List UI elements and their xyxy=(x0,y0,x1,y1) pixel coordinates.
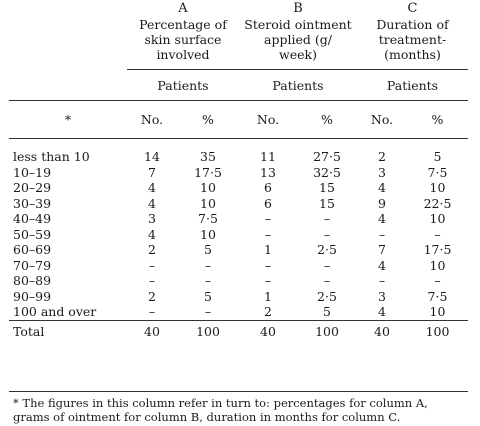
cell-b-pct: – xyxy=(323,226,331,242)
cell-b-no: 6 xyxy=(264,195,272,211)
cell-b-no: – xyxy=(264,226,272,242)
table-row xyxy=(9,242,468,258)
cell-a-no: 2 xyxy=(148,242,156,258)
cell-c-no: – xyxy=(378,273,386,289)
cell-a-pct: – xyxy=(204,257,212,273)
cell-a-no: 3 xyxy=(148,211,156,227)
col-c-letter: C xyxy=(407,1,418,16)
cell-c-pct: 10 xyxy=(429,211,446,227)
cell-b-pct: – xyxy=(323,211,331,227)
total-c-pct: 100 xyxy=(407,320,468,343)
cell-a-no: 14 xyxy=(144,149,160,165)
table-row xyxy=(9,258,468,274)
cell-c-pct: 17·5 xyxy=(423,242,452,258)
cell-a-no: – xyxy=(148,304,156,320)
cell-a-pct: 35 xyxy=(200,149,216,165)
cell-a-pct: – xyxy=(204,273,212,289)
cell-b-no: 6 xyxy=(264,180,272,196)
header-group-row xyxy=(9,70,468,101)
cell-a-pct: 7·5 xyxy=(198,211,218,227)
col-b-title: Steroid ointment applied (g/ week) xyxy=(244,17,352,62)
cell-c-pct: – xyxy=(434,273,441,289)
cell-c-no: 3 xyxy=(378,164,386,180)
cell-c-pct: 10 xyxy=(429,257,446,273)
cell-b-pct: 32·5 xyxy=(313,164,341,180)
row-label: 70–79 xyxy=(13,257,52,273)
table-row xyxy=(9,227,468,243)
cell-b-pct: – xyxy=(323,257,331,273)
total-c-no: 40 xyxy=(357,320,407,343)
table-body xyxy=(9,139,468,321)
cell-c-no: 4 xyxy=(378,257,386,273)
cell-a-pct: 10 xyxy=(200,195,216,211)
total-b-pct: 100 xyxy=(297,320,357,343)
cell-a-no: 4 xyxy=(148,180,156,196)
cell-b-no: – xyxy=(264,211,272,227)
cell-a-no: – xyxy=(148,273,156,289)
table-row xyxy=(9,139,468,165)
row-label: 50–59 xyxy=(13,226,52,242)
table-row xyxy=(9,165,468,181)
footnote-line: grams of ointment for column B, duration in months for column C. xyxy=(13,410,401,424)
cell-c-no: – xyxy=(378,226,386,242)
cell-c-no: 9 xyxy=(378,195,386,211)
row-label: 80–89 xyxy=(13,273,52,289)
cell-c-no: 4 xyxy=(378,211,386,227)
cell-b-no: 1 xyxy=(264,242,272,258)
cell-c-pct: 22·5 xyxy=(423,195,452,211)
cell-a-pct: 17·5 xyxy=(194,164,222,180)
cell-a-no: 7 xyxy=(148,164,156,180)
row-label: 30–39 xyxy=(13,195,52,211)
cell-b-no: 1 xyxy=(264,288,272,304)
col-a-group: Patients xyxy=(127,70,239,101)
cell-a-pct: 10 xyxy=(200,180,216,196)
table-row xyxy=(9,180,468,196)
cell-b-no: – xyxy=(264,273,272,289)
table-row xyxy=(9,196,468,212)
total-label: Total xyxy=(9,320,127,343)
header-letter-row xyxy=(9,0,468,17)
cell-c-no: 2 xyxy=(378,149,386,165)
row-label: 20–29 xyxy=(13,180,52,196)
header-sub-row xyxy=(9,101,468,139)
cell-c-pct: 5 xyxy=(433,149,442,165)
cell-b-no: – xyxy=(264,257,272,273)
col-b-pct-header: % xyxy=(297,101,357,139)
table-row xyxy=(9,211,468,227)
total-a-pct: 100 xyxy=(177,320,239,343)
row-label: 10–19 xyxy=(13,164,52,180)
cell-c-no: 4 xyxy=(378,180,386,196)
footnote xyxy=(9,391,468,424)
cell-b-no: 13 xyxy=(260,164,276,180)
data-table xyxy=(9,0,468,343)
cell-a-pct: 5 xyxy=(204,288,212,304)
cell-b-pct: 5 xyxy=(323,304,331,320)
footnote-line: * The figures in this column refer in turn to: percentages for column A, xyxy=(13,396,428,410)
cell-c-pct: 7·5 xyxy=(427,164,448,180)
col-b-letter: B xyxy=(293,1,303,16)
cell-c-pct: – xyxy=(434,226,441,242)
cell-c-no: 7 xyxy=(378,242,386,258)
cell-c-pct: 10 xyxy=(429,304,446,320)
cell-b-pct: 27·5 xyxy=(313,149,341,165)
cell-c-no: 3 xyxy=(378,288,386,304)
cell-c-no: 4 xyxy=(378,304,386,320)
cell-b-no: 2 xyxy=(264,304,272,320)
col-a-pct-header: % xyxy=(177,101,239,139)
cell-b-pct: 15 xyxy=(319,195,335,211)
table-row xyxy=(9,273,468,289)
header-title-row xyxy=(9,17,468,70)
cell-c-pct: 7·5 xyxy=(427,288,448,304)
table-row xyxy=(9,289,468,305)
cell-a-no: 4 xyxy=(148,195,156,211)
cell-b-pct: 2·5 xyxy=(317,242,337,258)
col-c-no-header: No. xyxy=(357,101,407,139)
col-c-title: Duration of treatment- (months) xyxy=(376,17,449,62)
row-label: less than 10 xyxy=(13,149,90,165)
row-label: 40–49 xyxy=(13,211,52,227)
cell-a-no: 2 xyxy=(148,288,156,304)
col-a-no-header: No. xyxy=(127,101,177,139)
col-a-letter: A xyxy=(178,1,188,16)
col-b-group: Patients xyxy=(239,70,357,101)
row-label: 100 and over xyxy=(13,304,97,320)
cell-b-pct: 2·5 xyxy=(317,288,337,304)
total-a-no: 40 xyxy=(127,320,177,343)
star-header: * xyxy=(9,101,127,139)
cell-c-pct: 10 xyxy=(429,180,446,196)
cell-b-pct: 15 xyxy=(319,180,335,196)
total-b-no: 40 xyxy=(239,320,297,343)
row-label: 90–99 xyxy=(13,288,52,304)
cell-a-pct: 5 xyxy=(204,242,212,258)
cell-a-pct: 10 xyxy=(200,226,216,242)
col-b-no-header: No. xyxy=(239,101,297,139)
col-c-pct-header: % xyxy=(407,101,468,139)
table-row xyxy=(9,304,468,320)
row-label: 60–69 xyxy=(13,242,52,258)
cell-a-no: – xyxy=(148,257,156,273)
col-a-title: Percentage of skin surface involved xyxy=(139,17,227,62)
cell-b-no: 11 xyxy=(260,149,276,165)
cell-a-no: 4 xyxy=(148,226,156,242)
cell-b-pct: – xyxy=(323,273,331,289)
total-row xyxy=(9,320,468,343)
col-c-group: Patients xyxy=(357,70,468,101)
cell-a-pct: – xyxy=(204,304,212,320)
